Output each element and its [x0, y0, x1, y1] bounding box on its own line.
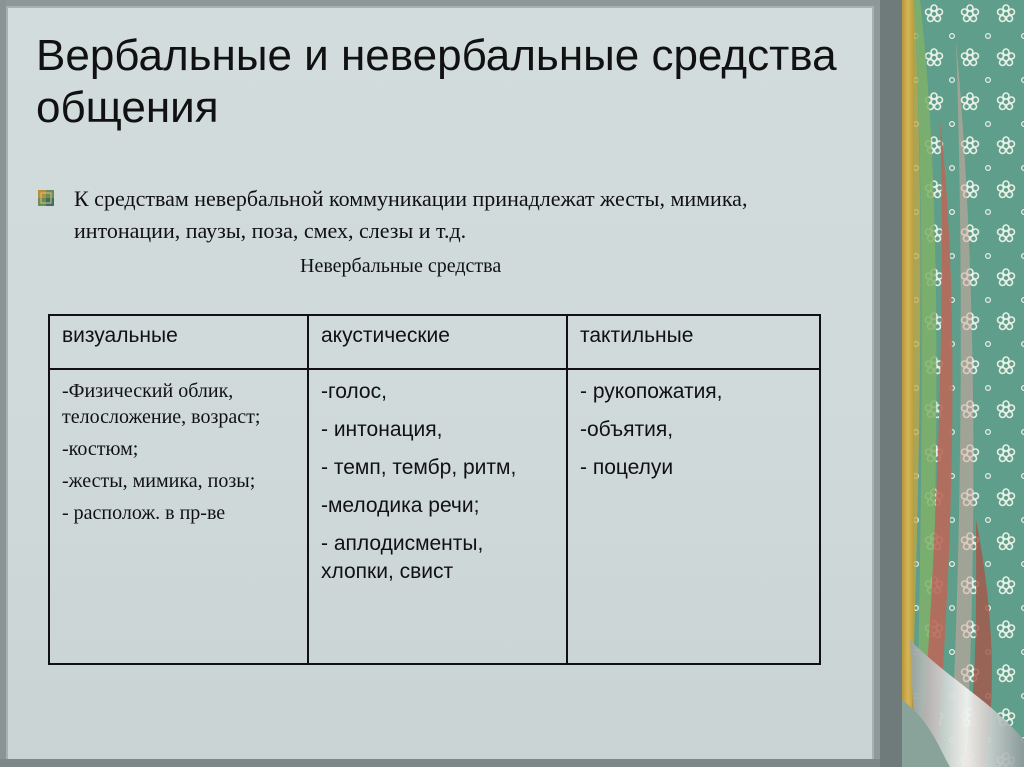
header-acoustic: акустические: [308, 315, 567, 369]
list-item: -жесты, мимика, позы;: [62, 470, 256, 492]
floral-pattern-decoration: [880, 0, 1024, 767]
table-row: [49, 369, 820, 664]
list-item: -мелодика речи;: [321, 494, 480, 517]
list-item: -костюм;: [62, 438, 139, 460]
list-item: - поцелуи: [580, 456, 674, 479]
list-item: -голос,: [321, 380, 387, 403]
table-header-row: [49, 315, 820, 369]
list-item: - интонация,: [321, 418, 443, 441]
cell-visual: [49, 369, 308, 664]
slide-frame-left: [0, 0, 6, 767]
slide-frame-bottom: [0, 759, 880, 767]
slide-title: Вербальные и невербальные средства общения: [36, 31, 837, 132]
list-item: - аплодисменты, хлопки, свист: [321, 532, 484, 583]
bullet-text: К средствам невербальной коммуникации принадлежат жесты, мимика, интонации, паузы, поза, смех, слезы и т.д.: [74, 186, 748, 243]
list-item: -объятия,: [580, 418, 674, 441]
slide-frame-top: [0, 0, 880, 6]
list-item: -Физический облик, телосложение, возраст;: [62, 380, 261, 428]
cell-acoustic: [308, 369, 567, 664]
bullet-square-icon: [38, 190, 54, 206]
table-caption: Невербальные средства: [300, 255, 502, 277]
header-visual: визуальные: [49, 315, 308, 369]
cell-tactile: [567, 369, 820, 664]
header-tactile: тактильные: [567, 315, 820, 369]
list-item: - рукопожатия,: [580, 380, 723, 403]
list-item: - темп, тембр, ритм,: [321, 456, 517, 479]
list-item: - располож. в пр-ве: [62, 502, 226, 524]
nonverbal-means-table: [48, 314, 821, 665]
